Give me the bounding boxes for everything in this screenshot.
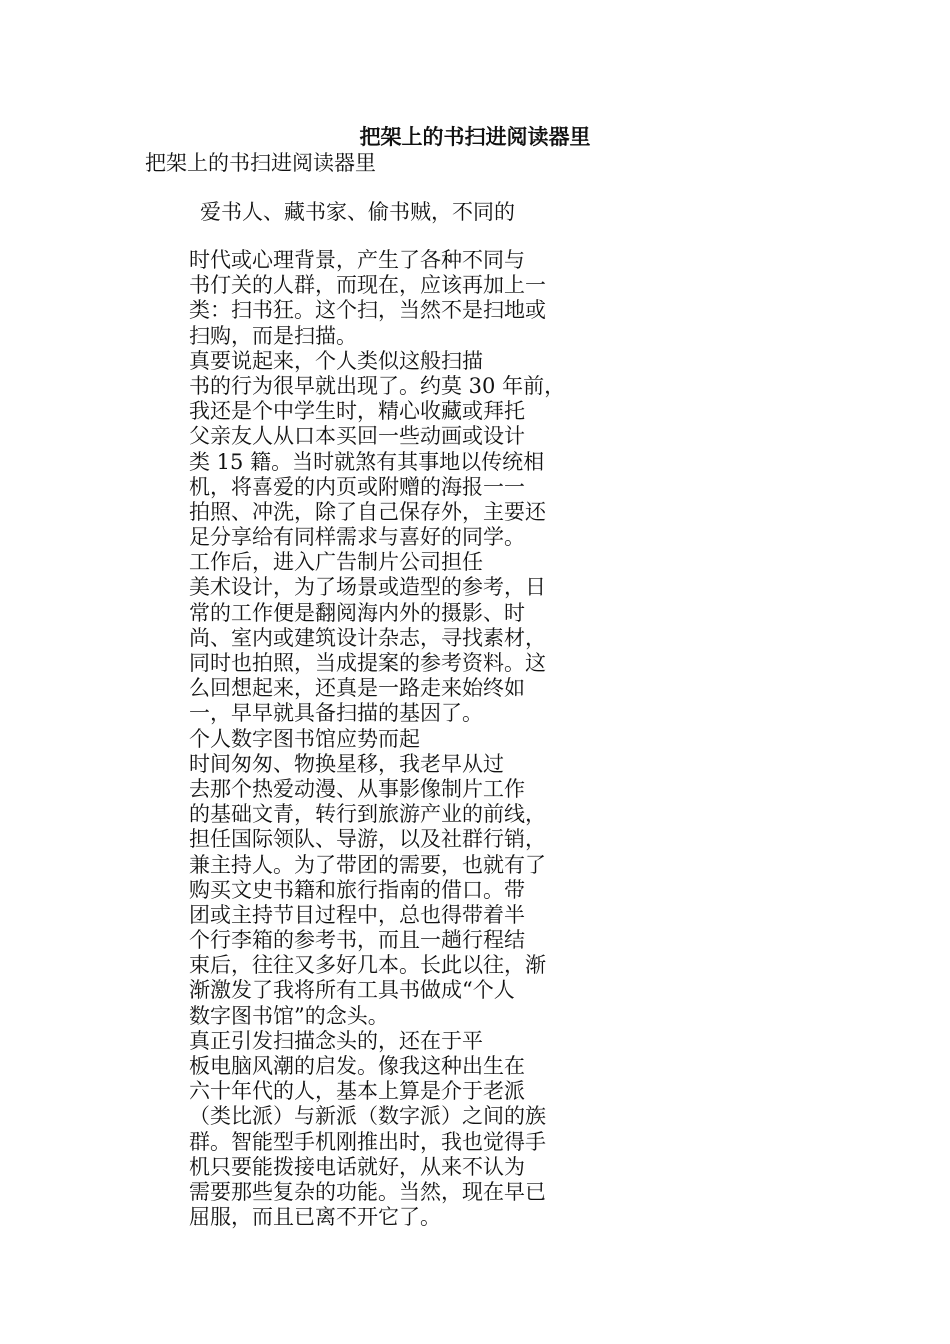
body-line: 群。智能型手机刚推出时，我也觉得手 <box>189 1129 546 1154</box>
body-line: 担任国际领队、导游，以及社群行销， <box>189 827 546 852</box>
body-line: （类比派）与新派（数字派）之间的族 <box>189 1104 546 1129</box>
body-line: 么回想起来，还真是一路走来始终如 <box>189 676 525 701</box>
body-line: 类：扫书狂。这个扫，当然不是扫地或 <box>189 298 546 323</box>
document-subtitle: 把架上的书扫进阅读器里 <box>145 151 376 175</box>
body-line: 父亲友人从口本买回一些动画或设计 <box>189 424 525 449</box>
body-line: 去那个热爱动漫、从事影像制片工作 <box>189 776 525 801</box>
body-line: 类 15 籍。当时就煞有其事地以传统相 <box>189 449 545 474</box>
body-line: 时间匆匆、物换星移，我老早从过 <box>189 751 504 776</box>
body-line: 机只要能拨接电话就好，从来不认为 <box>189 1154 525 1179</box>
body-line: 常的工作便是翻阅海内外的摄影、时 <box>189 600 525 625</box>
body-line: 书仃关的人群，而现在，应该再加上一 <box>189 273 546 298</box>
body-line: 真正引发扫描念头的，还在于平 <box>189 1028 483 1053</box>
body-line: 我还是个中学生时，精心收藏或拜托 <box>189 399 525 424</box>
body-line: 拍照、冲洗，除了自己保存外，主要还 <box>189 499 546 524</box>
body-line: 的基础文青，转行到旅游产业的前线， <box>189 802 546 827</box>
body-line: 个行李箱的参考书，而且一趟行程结 <box>189 928 525 953</box>
body-line: 时代或心理背景，产生了各种不同与 <box>189 248 525 272</box>
body-line: 六十年代的人，基本上算是介于老派 <box>189 1079 525 1104</box>
body-line: 兼主持人。为了带团的需要，也就有了 <box>189 852 546 877</box>
document-title: 把架上的书扫进阅读器里 <box>359 124 591 149</box>
body-line: 渐激发了我将所有工具书做成“个人 <box>189 978 515 1003</box>
body-line: 束后，往往又多好几本。长此以往，渐 <box>189 953 546 978</box>
body-line: 需要那些复杂的功能。当然，现在早已 <box>189 1179 546 1204</box>
body-line: 数字图书馆”的念头。 <box>189 1003 389 1028</box>
body-line: 同时也拍照，当成提案的参考资料。这 <box>189 651 546 675</box>
body-line: 屈服，而且已离不开它了。 <box>189 1205 441 1230</box>
body-line: 真要说起来，个人类似这般扫描 <box>189 348 483 373</box>
body-line: 一，早早就具备扫描的基因了。 <box>189 701 483 726</box>
body-line: 机，将喜爱的内页或附赠的海报一一 <box>189 474 525 499</box>
body-line: 美术设计，为了场景或造型的参考，日 <box>189 575 546 600</box>
body-line: 工作后，进入广告制片公司担任 <box>189 550 483 575</box>
body-line: 尚、室内或建筑设计杂志，寻找素材， <box>189 625 546 650</box>
body-line: 购买文史书籍和旅行指南的借口。带 <box>189 877 525 902</box>
intro-line: 爱书人、藏书家、偷书贼，不同的 <box>200 200 515 224</box>
body-line: 团或主持节目过程中，总也得带着半 <box>189 902 525 927</box>
body-line: 扫购，而是扫描。 <box>189 323 357 348</box>
body-text <box>189 248 589 1230</box>
body-line: 足分享给有同样需求与喜好的同学。 <box>189 525 525 550</box>
body-line: 个人数字图书馆应势而起 <box>189 726 420 751</box>
body-line: 书的行为很早就出现了。约莫 30 年前， <box>189 373 566 398</box>
body-line: 板电脑风潮的启发。像我这种出生在 <box>189 1054 525 1078</box>
